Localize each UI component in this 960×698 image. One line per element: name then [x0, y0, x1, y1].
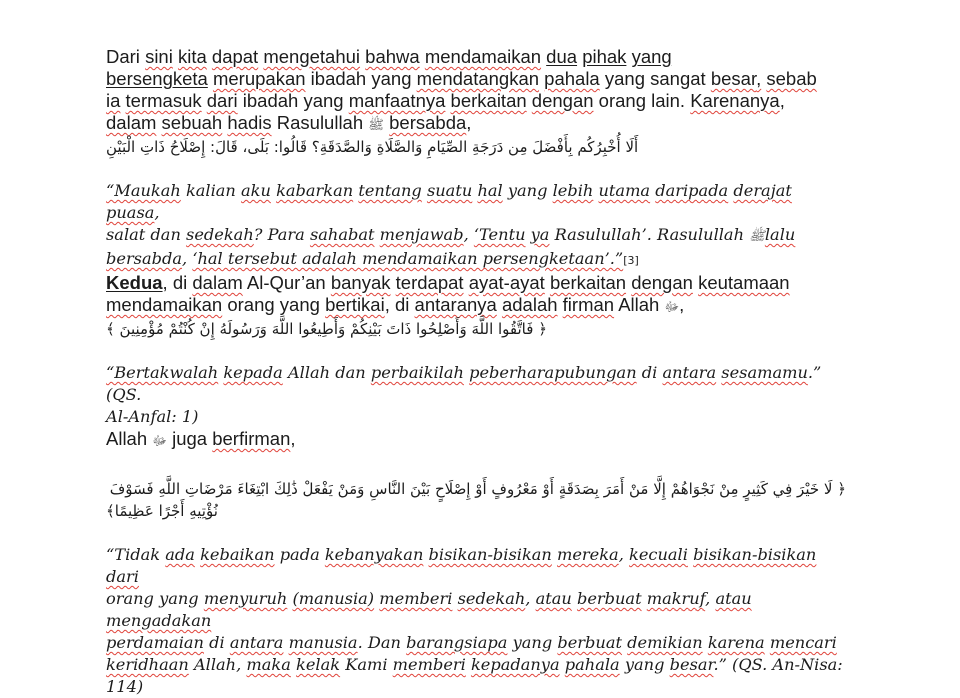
word: kita	[177, 46, 207, 67]
word: daripada	[655, 181, 729, 200]
word: pada	[279, 545, 320, 564]
word: keutamaan	[698, 272, 790, 293]
word: bersabda	[106, 249, 183, 268]
word: “Bertakwalah	[106, 363, 219, 382]
word: mengadakan	[106, 611, 212, 630]
verse-nisa-arabic-line-1: ﴿ لَا خَيْرَ فِي كَثِيرٍ مِنْ نَجْوَاهُمْ إِلَّا مَنْ أَمَرَ بِصَدَقَةٍ أَوْ مَعْرُوفٍ أَوْ إِصْلَاحٍ بَيْنَ النَّاسِ وَمَنْ يَفْعَلْ ذَٰلِكَ ابْتِغَاءَ مَرْضَاتِ اللَّهِ فَسَوْفَ	[109, 480, 846, 498]
word: mengetahui	[263, 46, 361, 67]
word: yang	[624, 655, 665, 674]
word: dari	[106, 567, 139, 586]
word: bisikan-bisikan	[428, 545, 552, 564]
word: “Maukah	[106, 181, 181, 200]
verse-nisa-arabic-line-2: نُؤْتِيهِ أَجْرًا عَظِيمًا﴾	[106, 502, 218, 520]
word: dengan	[531, 90, 594, 111]
word: kepadanya	[470, 655, 560, 674]
text-line: ia termasuk dari ibadah yang manfaatnya berkaitan dengan orang lain. Karenanya,	[106, 90, 785, 111]
text-line: dalam sebuah hadis Rasulullah ﷺ bersabda,	[106, 112, 472, 133]
word: manusia	[288, 633, 358, 652]
word: ibadah yang	[310, 68, 412, 89]
word: sahabat	[309, 225, 375, 244]
word: mendamaikan	[424, 46, 542, 67]
word: banyak	[330, 272, 391, 293]
word: salat dan	[106, 225, 181, 244]
word: adalah	[501, 294, 558, 315]
word: ? Para	[253, 225, 305, 244]
word: pahala	[544, 68, 600, 89]
word: kelak	[296, 655, 341, 674]
word: berkaitan	[450, 90, 527, 111]
word: yang	[512, 633, 553, 652]
word: di	[172, 272, 188, 293]
word: mendamaikan	[106, 294, 223, 315]
word: lebih	[552, 181, 594, 200]
word: sebab	[766, 68, 817, 89]
word: ya	[530, 225, 550, 244]
word: utama	[598, 181, 651, 200]
word: dalam	[106, 112, 157, 133]
word: besar	[710, 68, 757, 89]
paragraph-allah-also-said: Allah ﷻ juga berfirman,	[106, 428, 296, 449]
word: bertikai	[325, 294, 385, 315]
word: besar	[669, 655, 714, 674]
text-line: “Maukah kalian aku kabarkan tentang suatu hal yang lebih utama daripada derajat puasa,	[106, 181, 792, 222]
word: termasuk	[125, 90, 202, 111]
text-line	[106, 46, 846, 68]
word: perdamaian	[106, 633, 204, 652]
text-line	[106, 654, 846, 676]
word: Rasulullah’. Rasulullah	[554, 225, 744, 244]
text-line: mendamaikan orang yang bertikai, di antaranya adalah firman Allah ﷻ,	[106, 294, 685, 315]
word: demikian	[627, 633, 703, 652]
word: sedekah	[457, 589, 526, 608]
word: sini	[145, 46, 173, 67]
word: dari	[206, 90, 238, 111]
spacer	[106, 522, 846, 544]
word: Kami	[345, 655, 388, 674]
word: tentang	[358, 181, 422, 200]
word: perbaikilah	[370, 363, 464, 382]
word: kecuali	[629, 545, 688, 564]
hadith-arabic: أَلَا أُخْبِرُكُم بِأَفْضَلَ مِن دَرَجَةِ الصِّيَامِ وَالصَّلَاةِ وَالصَّدَقَةِ؟ قَالُوا: بَلَى، قَالَ: إِصْلَاحُ ذَاتِ الْبَيْنِ	[106, 138, 639, 156]
word: berfirman	[212, 428, 291, 449]
word: berbuat	[557, 633, 622, 652]
word: ‘hal tersebut adalah mendamaikan persengketaan’.”	[192, 249, 624, 268]
glorification-glyph: ﷻ	[664, 299, 680, 314]
word: manfaatnya	[348, 90, 446, 111]
word: sebuah	[161, 112, 223, 133]
word: di	[394, 294, 410, 315]
word: makruf	[646, 589, 706, 608]
word: dengan	[631, 272, 693, 293]
word: lalu	[764, 225, 796, 244]
word: Karenanya	[690, 90, 780, 111]
word: kebanyakan	[324, 545, 424, 564]
word: juga	[172, 428, 208, 449]
word: aku	[241, 181, 271, 200]
word: ayat-ayat	[468, 272, 545, 293]
word: hadis	[227, 112, 272, 133]
word: dua	[546, 46, 578, 67]
word: yang	[507, 181, 548, 200]
word: ia	[106, 90, 121, 111]
word: puasa	[106, 203, 155, 222]
word: . Dan	[357, 633, 401, 652]
salawat-glyph: ﷺ	[368, 117, 384, 132]
word: antaranya	[414, 294, 497, 315]
word: berkaitan	[549, 272, 627, 293]
text-line: 114)	[106, 677, 144, 696]
word: karena	[707, 633, 765, 652]
word: suatu	[426, 181, 473, 200]
word: sesamamu	[721, 363, 808, 382]
verse-nisa-translation	[106, 544, 846, 698]
text-line: Al-Anfal: 1)	[106, 407, 199, 426]
word: Dari	[106, 46, 140, 67]
word: dalam	[192, 272, 243, 293]
word: peberharapubungan	[469, 363, 637, 382]
text-line	[106, 632, 846, 654]
word: derajat	[733, 181, 792, 200]
word: Rasulullah	[276, 112, 364, 133]
word: memberi	[392, 655, 466, 674]
word: orang yang	[227, 294, 320, 315]
word: antara	[229, 633, 284, 652]
word: bersengketa	[106, 68, 208, 89]
spacer	[106, 452, 846, 468]
word: Allah	[106, 428, 148, 449]
word: yang sangat	[604, 68, 706, 89]
word: orang yang	[106, 589, 199, 608]
text-line: Kedua, di dalam Al-Qur’an banyak terdapat ayat-ayat berkaitan dengan keutamaan	[106, 272, 790, 293]
text-line: bersengketa merupakan ibadah yang mendatangkan pahala yang sangat besar, sebab	[106, 68, 817, 89]
word: yang	[631, 46, 672, 67]
word: kebaikan	[200, 545, 275, 564]
word: maka	[246, 655, 291, 674]
word: firman	[562, 294, 615, 315]
spacer	[106, 340, 846, 362]
text-line: bersabda, ‘hal tersebut adalah mendamaikan persengketaan’.”[3]	[106, 249, 639, 268]
word: antara	[662, 363, 717, 382]
word: hal	[477, 181, 503, 200]
word: bisikan-bisikan	[693, 545, 817, 564]
word: merupakan	[212, 68, 306, 89]
word: bahwa	[365, 46, 420, 67]
text-line: salat dan sedekah? Para sahabat menjawab, ‘Tentu ya Rasulullah’. Rasulullah ﷺlalu	[106, 225, 796, 244]
word: ibadah yang	[242, 90, 344, 111]
word: bersabda	[389, 112, 467, 133]
word: orang lain.	[598, 90, 686, 111]
word: memberi	[379, 589, 453, 608]
word: menjawab	[379, 225, 464, 244]
word: sedekah	[186, 225, 254, 244]
word: ‘Tentu	[473, 225, 526, 244]
word: pihak	[582, 46, 627, 67]
word: kabarkan	[276, 181, 354, 200]
word: Al-Qur’an	[246, 272, 326, 293]
text-line: orang yang menyuruh (manusia) memberi sedekah, atau berbuat makruf, atau mengadakan	[106, 589, 752, 630]
word: kalian	[185, 181, 236, 200]
word: ada	[165, 545, 195, 564]
glorification-glyph: ﷻ	[152, 433, 167, 448]
paragraph-intro	[106, 46, 846, 136]
hadith-translation	[106, 180, 846, 272]
word: Allah,	[193, 655, 242, 674]
word: “Tidak	[106, 545, 161, 564]
paragraph-second-point	[106, 272, 846, 318]
word: Allah	[618, 294, 660, 315]
footnote-ref[interactable]: [3]	[623, 254, 639, 267]
word: di	[209, 633, 225, 652]
word: .” (QS.	[106, 363, 822, 404]
word: mendatangkan	[416, 68, 540, 89]
word: kepada	[223, 363, 283, 382]
document-body	[106, 46, 846, 698]
word: atau	[535, 589, 572, 608]
word: keridhaan	[106, 655, 189, 674]
word: di	[641, 363, 658, 382]
verse-anfal-arabic: ﴿ فَاتَّقُوا اللَّهَ وَأَصْلِحُوا ذَاتَ بَيْنِكُمْ وَأَطِيعُوا اللَّهَ وَرَسُولَهُ إِنْ كُنْتُمْ مُؤْمِنِينَ ﴾	[106, 320, 547, 338]
word: mereka	[557, 545, 619, 564]
text-line: “Tidak ada kebaikan pada kebanyakan bisikan-bisikan mereka, kecuali bisikan-bisikan dari	[106, 545, 817, 586]
text-line	[106, 362, 846, 406]
word: berbuat	[576, 589, 642, 608]
word: (manusia)	[292, 589, 375, 608]
word: dapat	[211, 46, 259, 67]
spacer	[106, 158, 846, 180]
word: Kedua	[106, 272, 163, 293]
word: barangsiapa	[406, 633, 508, 652]
word: atau	[715, 589, 752, 608]
salawat-glyph: ﷺ	[749, 229, 765, 244]
word: .” (QS. An-Nisa:	[713, 655, 843, 674]
word: mencari	[769, 633, 837, 652]
word: terdapat	[395, 272, 464, 293]
word: menyuruh	[203, 589, 288, 608]
word: Allah dan	[287, 363, 366, 382]
word: pahala	[564, 655, 620, 674]
verse-anfal-translation	[106, 362, 846, 428]
